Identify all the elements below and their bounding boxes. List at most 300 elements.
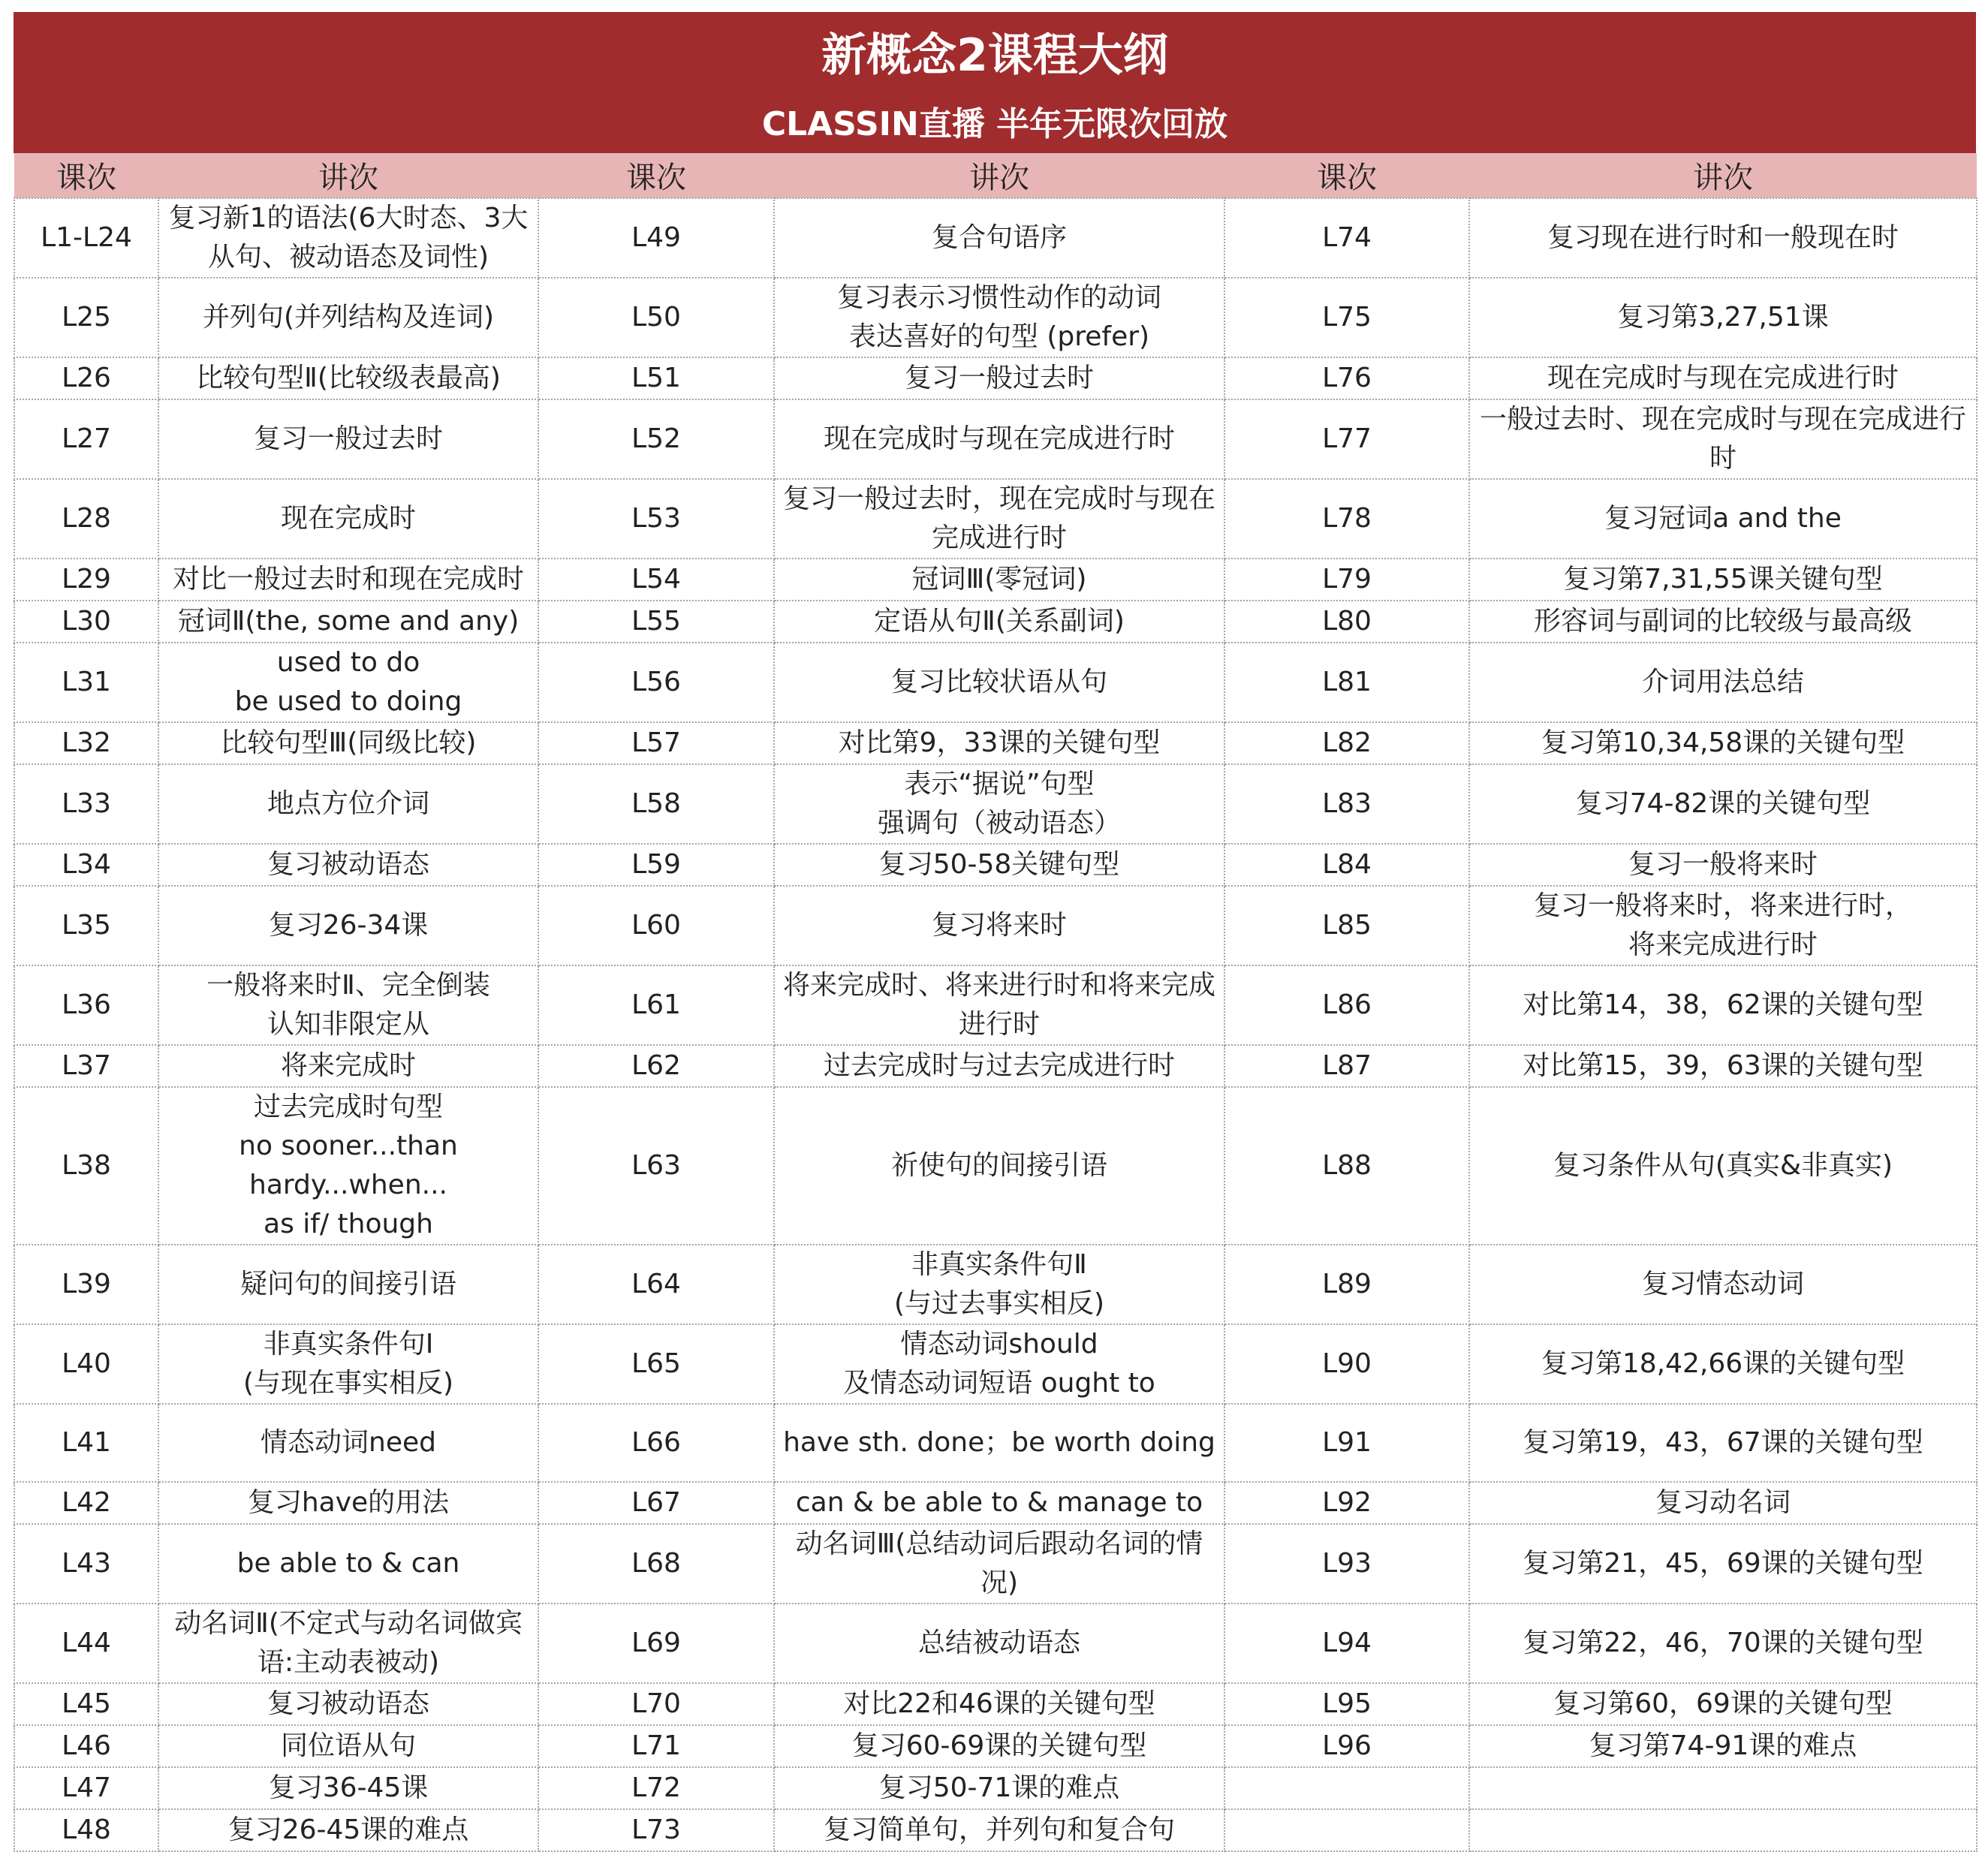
column-header: 课次 [14,153,158,198]
table-row [14,198,1977,278]
lesson-number: L46 [62,1730,111,1761]
lesson-number-cell [14,886,158,965]
table-row [14,601,1977,643]
lesson-number-cell [1224,1324,1469,1404]
lesson-number-cell [538,1087,774,1245]
lesson-topic: 复习情态动词 [1641,1269,1804,1299]
lesson-topic-cell [158,601,538,643]
lesson-topic-cell [774,643,1224,722]
syllabus-table [14,153,1977,1852]
lesson-topic-cell [158,886,538,965]
lesson-topic-cell [1469,1524,1977,1604]
lesson-topic-cell [774,1404,1224,1482]
lesson-topic: 复习26-34课 [268,910,429,941]
table-row [14,479,1977,559]
lesson-number: L73 [631,1814,681,1845]
lesson-topic-cell [774,965,1224,1045]
lesson-topic-cell [774,722,1224,764]
lesson-topic: 表示“据说”句型 强调句（被动语态） [877,769,1121,839]
lesson-number-cell [14,1767,158,1809]
lesson-number: L37 [62,1050,111,1081]
lesson-number-cell [14,764,158,844]
lesson-number: L35 [62,910,111,941]
lesson-number: L86 [1322,989,1372,1020]
lesson-number: L95 [1322,1688,1372,1719]
lesson-number-cell [1224,559,1469,601]
lesson-topic: 比较句型Ⅲ(同级比较) [220,727,477,758]
lesson-topic: 复习简单句，并列句和复合句 [823,1814,1175,1845]
lesson-number-cell [538,601,774,643]
lesson-topic: 复习被动语态 [267,849,429,880]
table-row [14,965,1977,1045]
lesson-number-cell [538,479,774,559]
column-header: 讲次 [774,153,1224,198]
lesson-number-cell [1224,1404,1469,1482]
lesson-number: L40 [62,1348,111,1379]
lesson-topic-cell [1469,1245,1977,1324]
lesson-topic: used to do be used to doing [234,647,462,717]
lesson-number-cell [14,1324,158,1404]
lesson-topic-cell [158,1725,538,1767]
lesson-number: L64 [631,1269,681,1299]
lesson-topic-cell [1469,1087,1977,1245]
lesson-topic: 并列句(并列结构及连词) [202,302,495,333]
lesson-topic: 对比第9，33课的关键句型 [838,727,1161,758]
lesson-topic: 复习动名词 [1655,1487,1791,1518]
lesson-topic-cell [774,764,1224,844]
lesson-topic: 复习第19，43，67课的关键句型 [1523,1427,1923,1458]
lesson-number-cell [14,198,158,278]
lesson-topic: 复习36-45课 [268,1772,429,1803]
lesson-number-cell [14,479,158,559]
lesson-topic: 复习新1的语法(6大时态、3大 从句、被动语态及词性) [168,203,529,273]
table-row [14,357,1977,399]
lesson-number: L66 [631,1427,681,1458]
lesson-topic: can & be able to & manage to [795,1487,1203,1518]
lesson-topic-cell [158,1245,538,1324]
lesson-number-cell [14,1809,158,1851]
lesson-number: L52 [631,423,681,454]
lesson-topic: 非真实条件句Ⅰ (与现在事实相反) [242,1329,454,1399]
lesson-number: L63 [631,1150,681,1181]
lesson-topic-cell [1469,198,1977,278]
header-row [14,153,1977,198]
lesson-number: L70 [631,1688,681,1719]
lesson-topic-cell [1469,886,1977,965]
lesson-number-cell [538,643,774,722]
lesson-number-cell [1224,1524,1469,1604]
lesson-number-cell [538,1045,774,1087]
lesson-number: L31 [62,667,111,697]
lesson-number: L41 [62,1427,111,1458]
lesson-topic-cell [158,643,538,722]
lesson-topic: 复习第22，46，70课的关键句型 [1523,1628,1923,1658]
lesson-topic-cell [1469,1482,1977,1524]
lesson-topic-cell [1469,278,1977,357]
lesson-number: L32 [62,727,111,758]
lesson-topic: 现在完成时与现在完成进行时 [1547,363,1899,393]
lesson-topic-cell [774,357,1224,399]
lesson-topic-cell [774,1482,1224,1524]
table-row [14,1404,1977,1482]
lesson-topic-cell [158,1404,538,1482]
lesson-topic-cell [774,844,1224,886]
lesson-number-cell [538,722,774,764]
lesson-number: L74 [1322,222,1372,253]
lesson-topic: 复习表示习惯性动作的动词 表达喜好的句型 (prefer) [836,282,1161,352]
lesson-number-cell [1224,198,1469,278]
lesson-number: L96 [1322,1730,1372,1761]
lesson-number: L57 [631,727,681,758]
lesson-number-cell [1224,1683,1469,1725]
lesson-number: L59 [631,849,681,880]
lesson-topic-cell [774,1683,1224,1725]
table-row [14,1324,1977,1404]
table-row [14,1087,1977,1245]
lesson-topic-cell [1469,965,1977,1045]
lesson-number-cell [14,601,158,643]
lesson-topic: 动名词Ⅲ(总结动词后跟动名词的情 况) [795,1528,1203,1598]
table-row [14,1524,1977,1604]
lesson-number-cell [538,399,774,479]
lesson-number-cell [538,198,774,278]
lesson-number-cell [538,1725,774,1767]
lesson-number-cell [538,1767,774,1809]
lesson-number-cell [14,1604,158,1683]
lesson-topic-cell [774,886,1224,965]
lesson-number: L61 [631,989,681,1020]
lesson-number-cell [1224,1045,1469,1087]
lesson-topic-cell [774,1324,1224,1404]
lesson-number-cell [1224,1767,1469,1809]
lesson-topic: 复习一般将来时，将来进行时， 将来完成进行时 [1533,890,1912,960]
lesson-topic-cell [1469,1045,1977,1087]
lesson-topic: 复习have的用法 [247,1487,450,1518]
lesson-topic: 复习第10,34,58课的关键句型 [1541,727,1905,758]
lesson-number: L43 [62,1548,111,1579]
lesson-number: L68 [631,1548,681,1579]
lesson-number-cell [1224,844,1469,886]
lesson-number: L62 [631,1050,681,1081]
column-header: 课次 [1224,153,1469,198]
lesson-number: L71 [631,1730,681,1761]
lesson-number: L69 [631,1628,681,1658]
lesson-topic-cell [774,479,1224,559]
table-row [14,643,1977,722]
lesson-number: L47 [62,1772,111,1803]
lesson-topic: 复习第60，69课的关键句型 [1553,1688,1893,1719]
lesson-number-cell [1224,1809,1469,1851]
lesson-number: L67 [631,1487,681,1518]
lesson-number-cell [1224,278,1469,357]
lesson-topic: 复习一般将来时 [1628,849,1818,880]
table-row [14,1245,1977,1324]
lesson-topic: 对比第14，38，62课的关键句型 [1523,989,1923,1020]
lesson-topic-cell [774,1087,1224,1245]
lesson-number-cell [1224,399,1469,479]
lesson-number-cell [14,965,158,1045]
lesson-topic-cell [158,1683,538,1725]
lesson-number: L48 [62,1814,111,1845]
lesson-number-cell [538,1482,774,1524]
lesson-topic: 形容词与副词的比较级与最高级 [1533,606,1912,637]
lesson-number-cell [14,399,158,479]
lesson-topic-cell [158,722,538,764]
lesson-number: L58 [631,788,681,819]
table-row [14,722,1977,764]
lesson-topic: 复习一般过去时 [904,363,1094,393]
lesson-topic-cell [774,1604,1224,1683]
table-row [14,1045,1977,1087]
lesson-topic: 复习一般过去时，现在完成时与现在 完成进行时 [782,483,1215,553]
lesson-topic: 总结被动语态 [917,1628,1080,1658]
lesson-topic-cell [774,278,1224,357]
table-row [14,1809,1977,1851]
page-subtitle: CLASSIN直播 半年无限次回放 [761,105,1228,143]
lesson-number: L55 [631,606,681,637]
lesson-number: L90 [1322,1348,1372,1379]
lesson-topic: 复习一般过去时 [253,423,443,454]
lesson-topic: 一般过去时、现在完成时与现在完成进行 时 [1479,404,1966,474]
lesson-number-cell [14,1245,158,1324]
lesson-topic: 复习26-45课的难点 [227,1814,469,1845]
lesson-topic-cell [1469,1725,1977,1767]
lesson-topic: 过去完成时句型 no sooner...than hardy...when... as if/ though [239,1092,458,1239]
lesson-number-cell [1224,1245,1469,1324]
lesson-number: L33 [62,788,111,819]
lesson-number-cell [14,1404,158,1482]
lesson-number: L85 [1322,910,1372,941]
lesson-topic: 情态动词should 及情态动词短语 ought to [843,1329,1155,1399]
lesson-topic: 非真实条件句Ⅱ (与过去事实相反) [893,1249,1105,1319]
lesson-number-cell [14,1725,158,1767]
lesson-number-cell [538,965,774,1045]
lesson-number: L92 [1322,1487,1372,1518]
lesson-number-cell [1224,1604,1469,1683]
lesson-topic-cell [774,1045,1224,1087]
table-row [14,1725,1977,1767]
lesson-topic-cell [158,1524,538,1604]
lesson-topic-cell [158,198,538,278]
lesson-number: L29 [62,564,111,595]
lesson-topic-cell [774,1245,1224,1324]
lesson-number-cell [538,1245,774,1324]
lesson-number-cell [14,1087,158,1245]
lesson-topic: 复习比较状语从句 [890,667,1107,697]
lesson-topic: 祈使句的间接引语 [890,1150,1107,1181]
lesson-topic-cell [1469,844,1977,886]
lesson-topic-cell [1469,1683,1977,1725]
lesson-topic: 复习50-71课的难点 [878,1772,1120,1803]
lesson-topic: 复习被动语态 [267,1688,429,1719]
lesson-topic: 对比22和46课的关键句型 [843,1688,1155,1719]
lesson-number: L77 [1322,423,1372,454]
lesson-topic-cell [158,559,538,601]
lesson-topic-cell [1469,1809,1977,1851]
lesson-number: L26 [62,363,111,393]
lesson-number-cell [14,844,158,886]
lesson-topic: 复习第21，45，69课的关键句型 [1523,1548,1923,1579]
lesson-topic: 将来完成时 [280,1050,416,1081]
lesson-topic-cell [158,399,538,479]
lesson-number: L93 [1322,1548,1372,1579]
lesson-topic-cell [1469,601,1977,643]
table-row [14,1482,1977,1524]
lesson-topic-cell [158,1045,538,1087]
lesson-number: L81 [1322,667,1372,697]
lesson-topic-cell [158,479,538,559]
table-row [14,764,1977,844]
lesson-number-cell [1224,601,1469,643]
lesson-number-cell [14,1482,158,1524]
lesson-number-cell [538,559,774,601]
lesson-number-cell [14,643,158,722]
lesson-number-cell [538,764,774,844]
lesson-number-cell [14,1524,158,1604]
page-title: 新概念2课程大纲 [821,29,1168,82]
lesson-number: L28 [62,503,111,534]
column-header: 讲次 [158,153,538,198]
lesson-number: L87 [1322,1050,1372,1081]
lesson-topic-cell [774,601,1224,643]
lesson-number-cell [1224,1482,1469,1524]
table-row [14,399,1977,479]
lesson-topic-cell [158,1324,538,1404]
lesson-number: L44 [62,1628,111,1658]
lesson-topic-cell [1469,1324,1977,1404]
lesson-topic-cell [774,1725,1224,1767]
lesson-topic: 复习条件从句(真实&非真实) [1553,1150,1893,1181]
lesson-topic-cell [1469,643,1977,722]
lesson-topic-cell [158,357,538,399]
lesson-number: L82 [1322,727,1372,758]
lesson-topic: 介词用法总结 [1641,667,1804,697]
lesson-topic: 现在完成时与现在完成进行时 [823,423,1175,454]
table-row [14,1767,1977,1809]
lesson-topic: 复习第18,42,66课的关键句型 [1541,1348,1905,1379]
lesson-number-cell [1224,965,1469,1045]
lesson-topic: 过去完成时与过去完成进行时 [823,1050,1175,1081]
lesson-topic: 地点方位介词 [267,788,429,819]
lesson-number-cell [1224,886,1469,965]
lesson-number: L65 [631,1348,681,1379]
lesson-number: L78 [1322,503,1372,534]
lesson-number: L34 [62,849,111,880]
lesson-number: L50 [631,302,681,333]
lesson-number-cell [1224,722,1469,764]
lesson-topic-cell [774,1524,1224,1604]
lesson-topic: 复习第3,27,51课 [1617,302,1829,333]
lesson-topic: 冠词Ⅱ(the, some and any) [177,606,520,637]
lesson-number-cell [1224,1087,1469,1245]
lesson-topic-cell [774,1809,1224,1851]
title-banner [14,12,1976,153]
lesson-topic: 比较句型Ⅱ(比较级表最高) [196,363,501,393]
lesson-topic-cell [1469,1767,1977,1809]
lesson-topic: 定语从句Ⅱ(关系副词) [874,606,1125,637]
lesson-number: L53 [631,503,681,534]
lesson-topic-cell [158,1767,538,1809]
lesson-number: L60 [631,910,681,941]
lesson-topic: 冠词Ⅲ(零冠词) [911,564,1087,595]
lesson-topic: 疑问句的间接引语 [239,1269,456,1299]
lesson-number: L1-L24 [41,222,132,253]
lesson-number-cell [538,1809,774,1851]
lesson-topic: 复习第74-91课的难点 [1589,1730,1857,1761]
table-row [14,559,1977,601]
lesson-topic: 动名词Ⅱ(不定式与动名词做宾 语:主动表被动) [174,1608,523,1678]
lesson-topic: 对比第15，39，63课的关键句型 [1523,1050,1923,1081]
lesson-topic: 复习60-69课的关键句型 [851,1730,1147,1761]
lesson-topic: 复合句语序 [931,222,1067,253]
lesson-number-cell [538,1524,774,1604]
lesson-number: L72 [631,1772,681,1803]
lesson-topic: 同位语从句 [280,1730,416,1761]
lesson-number-cell [1224,1725,1469,1767]
syllabus-sheet [14,12,1976,1852]
lesson-topic-cell [1469,1604,1977,1683]
lesson-topic-cell [158,1809,538,1851]
column-header: 讲次 [1469,153,1977,198]
lesson-topic: 情态动词need [261,1427,436,1458]
lesson-topic: 现在完成时 [280,503,416,534]
lesson-topic: have sth. done；be worth doing [783,1427,1215,1458]
table-row [14,1683,1977,1725]
lesson-number-cell [538,1404,774,1482]
lesson-number-cell [538,1324,774,1404]
lesson-number: L30 [62,606,111,637]
lesson-number-cell [538,278,774,357]
lesson-topic: 一般将来时Ⅱ、完全倒装 认知非限定从 [206,970,490,1040]
lesson-topic-cell [158,278,538,357]
lesson-topic-cell [1469,357,1977,399]
lesson-number-cell [538,844,774,886]
lesson-topic: 复习第7,31,55课关键句型 [1563,564,1883,595]
table-row [14,1604,1977,1683]
lesson-number-cell [1224,764,1469,844]
lesson-number: L94 [1322,1628,1372,1658]
lesson-number-cell [14,559,158,601]
lesson-topic: be able to & can [236,1548,460,1579]
lesson-topic-cell [1469,559,1977,601]
lesson-topic-cell [158,965,538,1045]
lesson-topic: 复习74-82课的关键句型 [1575,788,1871,819]
lesson-topic: 复习将来时 [931,910,1067,941]
lesson-number: L27 [62,423,111,454]
lesson-number: L91 [1322,1427,1372,1458]
lesson-number: L84 [1322,849,1372,880]
lesson-number-cell [538,1604,774,1683]
lesson-topic-cell [774,1767,1224,1809]
lesson-number-cell [538,357,774,399]
lesson-number: L39 [62,1269,111,1299]
lesson-topic: 复习冠词a and the [1604,503,1842,534]
lesson-topic-cell [774,198,1224,278]
lesson-topic: 对比一般过去时和现在完成时 [172,564,524,595]
lesson-number-cell [1224,357,1469,399]
lesson-topic-cell [158,1604,538,1683]
lesson-topic-cell [774,399,1224,479]
lesson-number-cell [1224,479,1469,559]
lesson-topic: 复习现在进行时和一般现在时 [1547,222,1899,253]
lesson-topic-cell [158,1087,538,1245]
lesson-number-cell [538,1683,774,1725]
lesson-number: L49 [631,222,681,253]
lesson-number-cell [14,278,158,357]
lesson-topic-cell [1469,722,1977,764]
column-header: 课次 [538,153,774,198]
lesson-number-cell [14,357,158,399]
